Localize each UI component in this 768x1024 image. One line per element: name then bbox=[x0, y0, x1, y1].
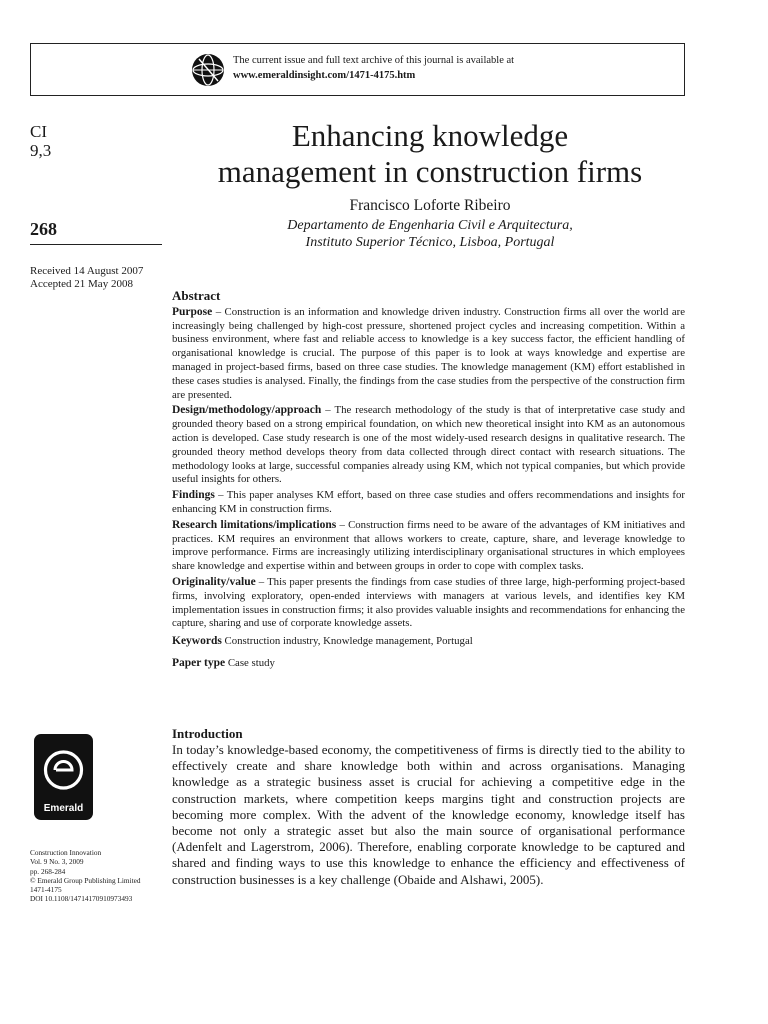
emerald-e-icon bbox=[34, 738, 93, 808]
affiliation-line-1: Departamento de Engenharia Civil e Arquitectura, bbox=[287, 218, 573, 233]
paper-type-label: Paper type bbox=[172, 656, 226, 669]
paper-type bbox=[172, 657, 685, 671]
pub-line: 1471-4175 bbox=[30, 885, 62, 895]
author-affiliation bbox=[170, 217, 690, 251]
journal-banner bbox=[30, 43, 685, 96]
abstract bbox=[172, 289, 685, 671]
introduction-heading: Introduction bbox=[172, 726, 243, 741]
article-title bbox=[170, 118, 690, 190]
section-text: – The research methodology of the study is that of interpretative case study and grounded theory based on a strong empirical foundation, on which new theoretical insight into KM as an autonomous action is developed. Case study research is one of the most widely-used research designs in qualitative research. The grounded theory method develops theory from data collected through direct contact with research situations. The methodology looks at large, successful companies already using KM, which not typical companies, but which provide useful insights for others. bbox=[172, 404, 685, 486]
affiliation-line-2: Instituto Superior Técnico, Lisboa, Portugal bbox=[305, 235, 555, 250]
keywords bbox=[172, 635, 685, 649]
page-number: 268 bbox=[30, 219, 162, 245]
pub-line: © Emerald Group Publishing Limited bbox=[30, 875, 141, 885]
volume-issue: 9,3 bbox=[30, 141, 52, 160]
author-name: Francisco Loforte Ribeiro bbox=[349, 197, 511, 214]
section-text: – This paper presents the findings from case studies of three large, high-performing project-based firms, involving exploratory, open-ended interviews with managers at various levels, and identifies key KM implementation issues in construction firms; it also provides valuable insights and recommendations for enhancing the capture, sharing and use of corporate knowledge assets. bbox=[172, 575, 685, 630]
received-date: Received 14 August 2007 bbox=[30, 265, 144, 277]
keywords-value: Construction industry, Knowledge management, Portugal bbox=[224, 635, 473, 648]
banner-line: The current issue and full text archive of this journal is available at bbox=[233, 55, 515, 66]
pub-line: Construction Innovation bbox=[30, 848, 102, 857]
abstract-heading: Abstract bbox=[172, 288, 221, 303]
paper-type-value: Case study bbox=[227, 656, 275, 669]
pub-line: DOI 10.1108/14714170910973493 bbox=[30, 894, 133, 904]
globe-icon bbox=[191, 53, 225, 87]
section-text: – Construction is an information and knowledge driven industry. Construction firms all over the world are increasingly being challenged by high-cost pressure, shortened project cycles and increasing competition. Within a business environment, where fast and reliable access to knowledge is a key success factor, the efficient handling of organisational knowledge is crucial. The purpose of this paper is to look at ways knowledge and expertise are managed in project-based firms, based on three case studies. The knowledge management (KM) effort established in these cases studies is analysed. Finally, the findings from the case studies from the perspective of the construction firm are presented. bbox=[172, 305, 685, 401]
abstract-originality bbox=[172, 576, 685, 631]
accepted-date: Accepted 21 May 2008 bbox=[30, 278, 133, 290]
section-text: – This paper analyses KM effort, based on three case studies and offers recommendations and insights for enhancing KM in construction firms. bbox=[172, 489, 685, 515]
publication-info bbox=[30, 848, 170, 904]
section-label: Research limitations/implications bbox=[172, 518, 337, 531]
article-dates bbox=[30, 265, 170, 291]
journal-abbrev: CI bbox=[30, 122, 47, 141]
section-text: – Construction firms need to be aware of the advantages of KM initiatives and practices. KM requires an environment that allows workers to create, capture, share, and leverage knowledge to improve performance. Firms are increasingly utilizing interdisciplinary organisational structures in which employees share knowledge and expertise within and between groups in order to cope with complex tasks. bbox=[172, 518, 685, 573]
title-line-2: management in construction firms bbox=[217, 154, 643, 189]
logo-wordmark: Emerald bbox=[43, 803, 84, 814]
section-label: Purpose bbox=[172, 305, 213, 318]
pub-line: Vol. 9 No. 3, 2009 bbox=[30, 857, 84, 867]
pub-line: pp. 268-284 bbox=[30, 866, 66, 876]
section-label: Design/methodology/approach bbox=[172, 404, 322, 417]
introduction-text: In today’s knowledge-based economy, the competitiveness of firms is directly tied to the ability to effectively create and share knowledge both within and across organisations. Managing knowledge as a strategic business asset is crucial for achieving a competitive edge in the construction markets, where competition keeps margins tight and construction projects are becoming more complex. With the advent of the knowledge economy, knowledge itself has become not only a strategic asset but also the main source of organisational performance (Adenfelt and Lagerstrom, 2006). Therefore, enabling corporate knowledge to be captured and shared and finding ways to use this knowledge to enhance the efficiency and effectiveness of construction businesses is a key challenge (Obaide and Alshawi, 2005). bbox=[172, 742, 685, 887]
emerald-logo bbox=[34, 734, 93, 820]
abstract-limitations bbox=[172, 519, 685, 574]
journal-code bbox=[30, 122, 170, 160]
title-line-1: Enhancing knowledge bbox=[291, 118, 569, 153]
keywords-label: Keywords bbox=[172, 635, 222, 648]
journal-url-link[interactable]: www.emeraldinsight.com/1471-4175.htm bbox=[233, 70, 416, 81]
abstract-purpose bbox=[172, 306, 685, 403]
section-label: Originality/value bbox=[172, 575, 256, 588]
section-label: Findings bbox=[172, 489, 215, 502]
abstract-findings bbox=[172, 489, 685, 517]
abstract-design bbox=[172, 404, 685, 487]
